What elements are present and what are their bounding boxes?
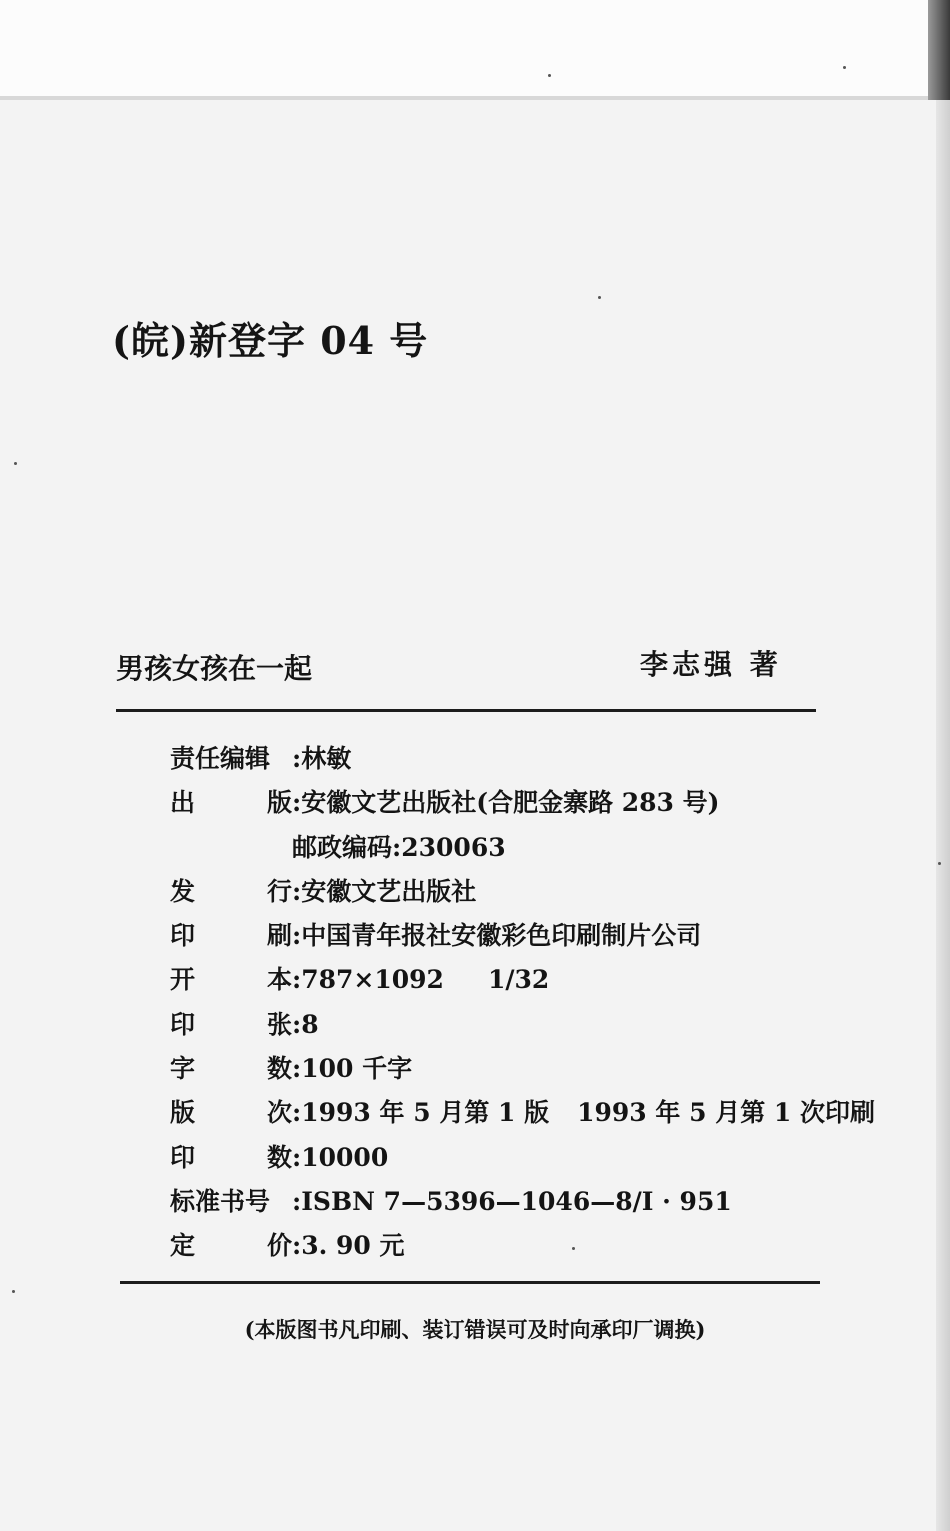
label-char: 印 (170, 1009, 196, 1039)
scan-speck (12, 1290, 15, 1293)
scan-speck (572, 1247, 575, 1250)
printer-label (170, 919, 292, 953)
isbn-value: ISBN 7—5396—1046—8/I · 951 (301, 1186, 732, 1216)
top-strip (0, 0, 928, 98)
distributor-sep: : (292, 876, 302, 906)
edition-sep: : (292, 1098, 302, 1128)
price-value: 3. 90 元 (301, 1231, 405, 1261)
colophon-row-editor (170, 742, 850, 786)
scan-speck (843, 66, 846, 69)
replacement-note: (本版图书凡印刷、装订错误可及时向承印厂调换) (244, 1317, 706, 1342)
postcode-sep: : (392, 832, 402, 862)
colophon-row-isbn (170, 1185, 850, 1229)
scan-speck (938, 862, 941, 865)
wordcount-value: 100 千字 (301, 1054, 413, 1084)
registration-number: (皖)新登字 04 号 (112, 318, 429, 363)
edition-second: 1993 年 5 月第 1 次印刷 (577, 1098, 876, 1128)
isbn-sep: : (292, 1186, 302, 1216)
edition-first: 1993 年 5 月第 1 版 (301, 1098, 550, 1128)
printrun-sep: : (292, 1142, 302, 1172)
label-char: 定 (170, 1231, 196, 1261)
edition-label (170, 1096, 292, 1130)
book-author: 李志强 著 (640, 648, 782, 681)
label-char: 数 (266, 1054, 292, 1084)
printrun-label (170, 1141, 292, 1175)
publisher-value: 安徽文艺出版社(合肥金寨路 283 号) (301, 788, 720, 818)
colophon-row-publisher (170, 786, 850, 830)
format-size: 787×1092 (301, 965, 444, 995)
distributor-label (170, 875, 292, 909)
distributor-value: 安徽文艺出版社 (301, 876, 477, 906)
publisher-label (170, 786, 292, 820)
editor-sep: : (292, 744, 302, 773)
printer-value: 中国青年报社安徽彩色印刷制片公司 (301, 921, 702, 951)
format-fraction: 1/32 (487, 965, 550, 995)
label-char: 行 (266, 876, 292, 906)
top-rule (116, 709, 816, 712)
format-sep: : (292, 965, 302, 995)
label-char: 印 (170, 921, 196, 951)
scan-speck (14, 462, 17, 465)
page-edge (0, 96, 928, 100)
wordcount-label (170, 1052, 292, 1086)
label-char: 版 (170, 1098, 196, 1128)
printer-sep: : (292, 921, 302, 951)
book-title: 男孩女孩在一起 (116, 652, 313, 685)
colophon-row-format (170, 963, 850, 1007)
label-char: 刷 (266, 921, 292, 951)
scan-speck (598, 296, 601, 299)
wordcount-sep: : (292, 1054, 302, 1084)
label-char: 本 (266, 965, 292, 995)
label-char: 印 (170, 1142, 196, 1172)
colophon (170, 742, 876, 1274)
label-char: 价 (266, 1231, 292, 1261)
editor-label: 责任编辑 (170, 744, 271, 773)
postcode-label: 邮政编码 (292, 832, 393, 862)
label-char: 发 (170, 876, 196, 906)
sheets-label (170, 1008, 292, 1042)
label-char: 次 (266, 1098, 292, 1128)
colophon-row-edition (170, 1096, 876, 1140)
label-char: 版 (266, 788, 292, 818)
colophon-row-distributor (170, 875, 850, 919)
isbn-label: 标准书号 (170, 1186, 271, 1216)
colophon-row-price (170, 1229, 850, 1273)
scan-speck (548, 74, 551, 77)
colophon-row-printer (170, 919, 850, 963)
label-char: 字 (170, 1054, 196, 1084)
colophon-row-wordcount (170, 1052, 850, 1096)
sheets-value: 8 (301, 1009, 319, 1039)
colophon-row-postcode (170, 831, 850, 875)
format-label (170, 963, 292, 997)
label-char: 数 (266, 1142, 292, 1172)
printrun-value: 10000 (301, 1142, 389, 1172)
price-label (170, 1229, 292, 1263)
sheets-sep: : (292, 1009, 302, 1039)
price-sep: : (292, 1231, 302, 1261)
publisher-sep: : (292, 788, 302, 818)
colophon-row-printrun (170, 1141, 850, 1185)
binding-shadow (928, 0, 950, 100)
bottom-rule (120, 1281, 820, 1284)
label-char: 出 (170, 788, 196, 818)
postcode-value: 230063 (401, 832, 506, 862)
label-char: 张 (266, 1009, 292, 1039)
colophon-row-sheets (170, 1008, 850, 1052)
editor-value: 林敏 (301, 744, 352, 773)
label-char: 开 (170, 965, 196, 995)
